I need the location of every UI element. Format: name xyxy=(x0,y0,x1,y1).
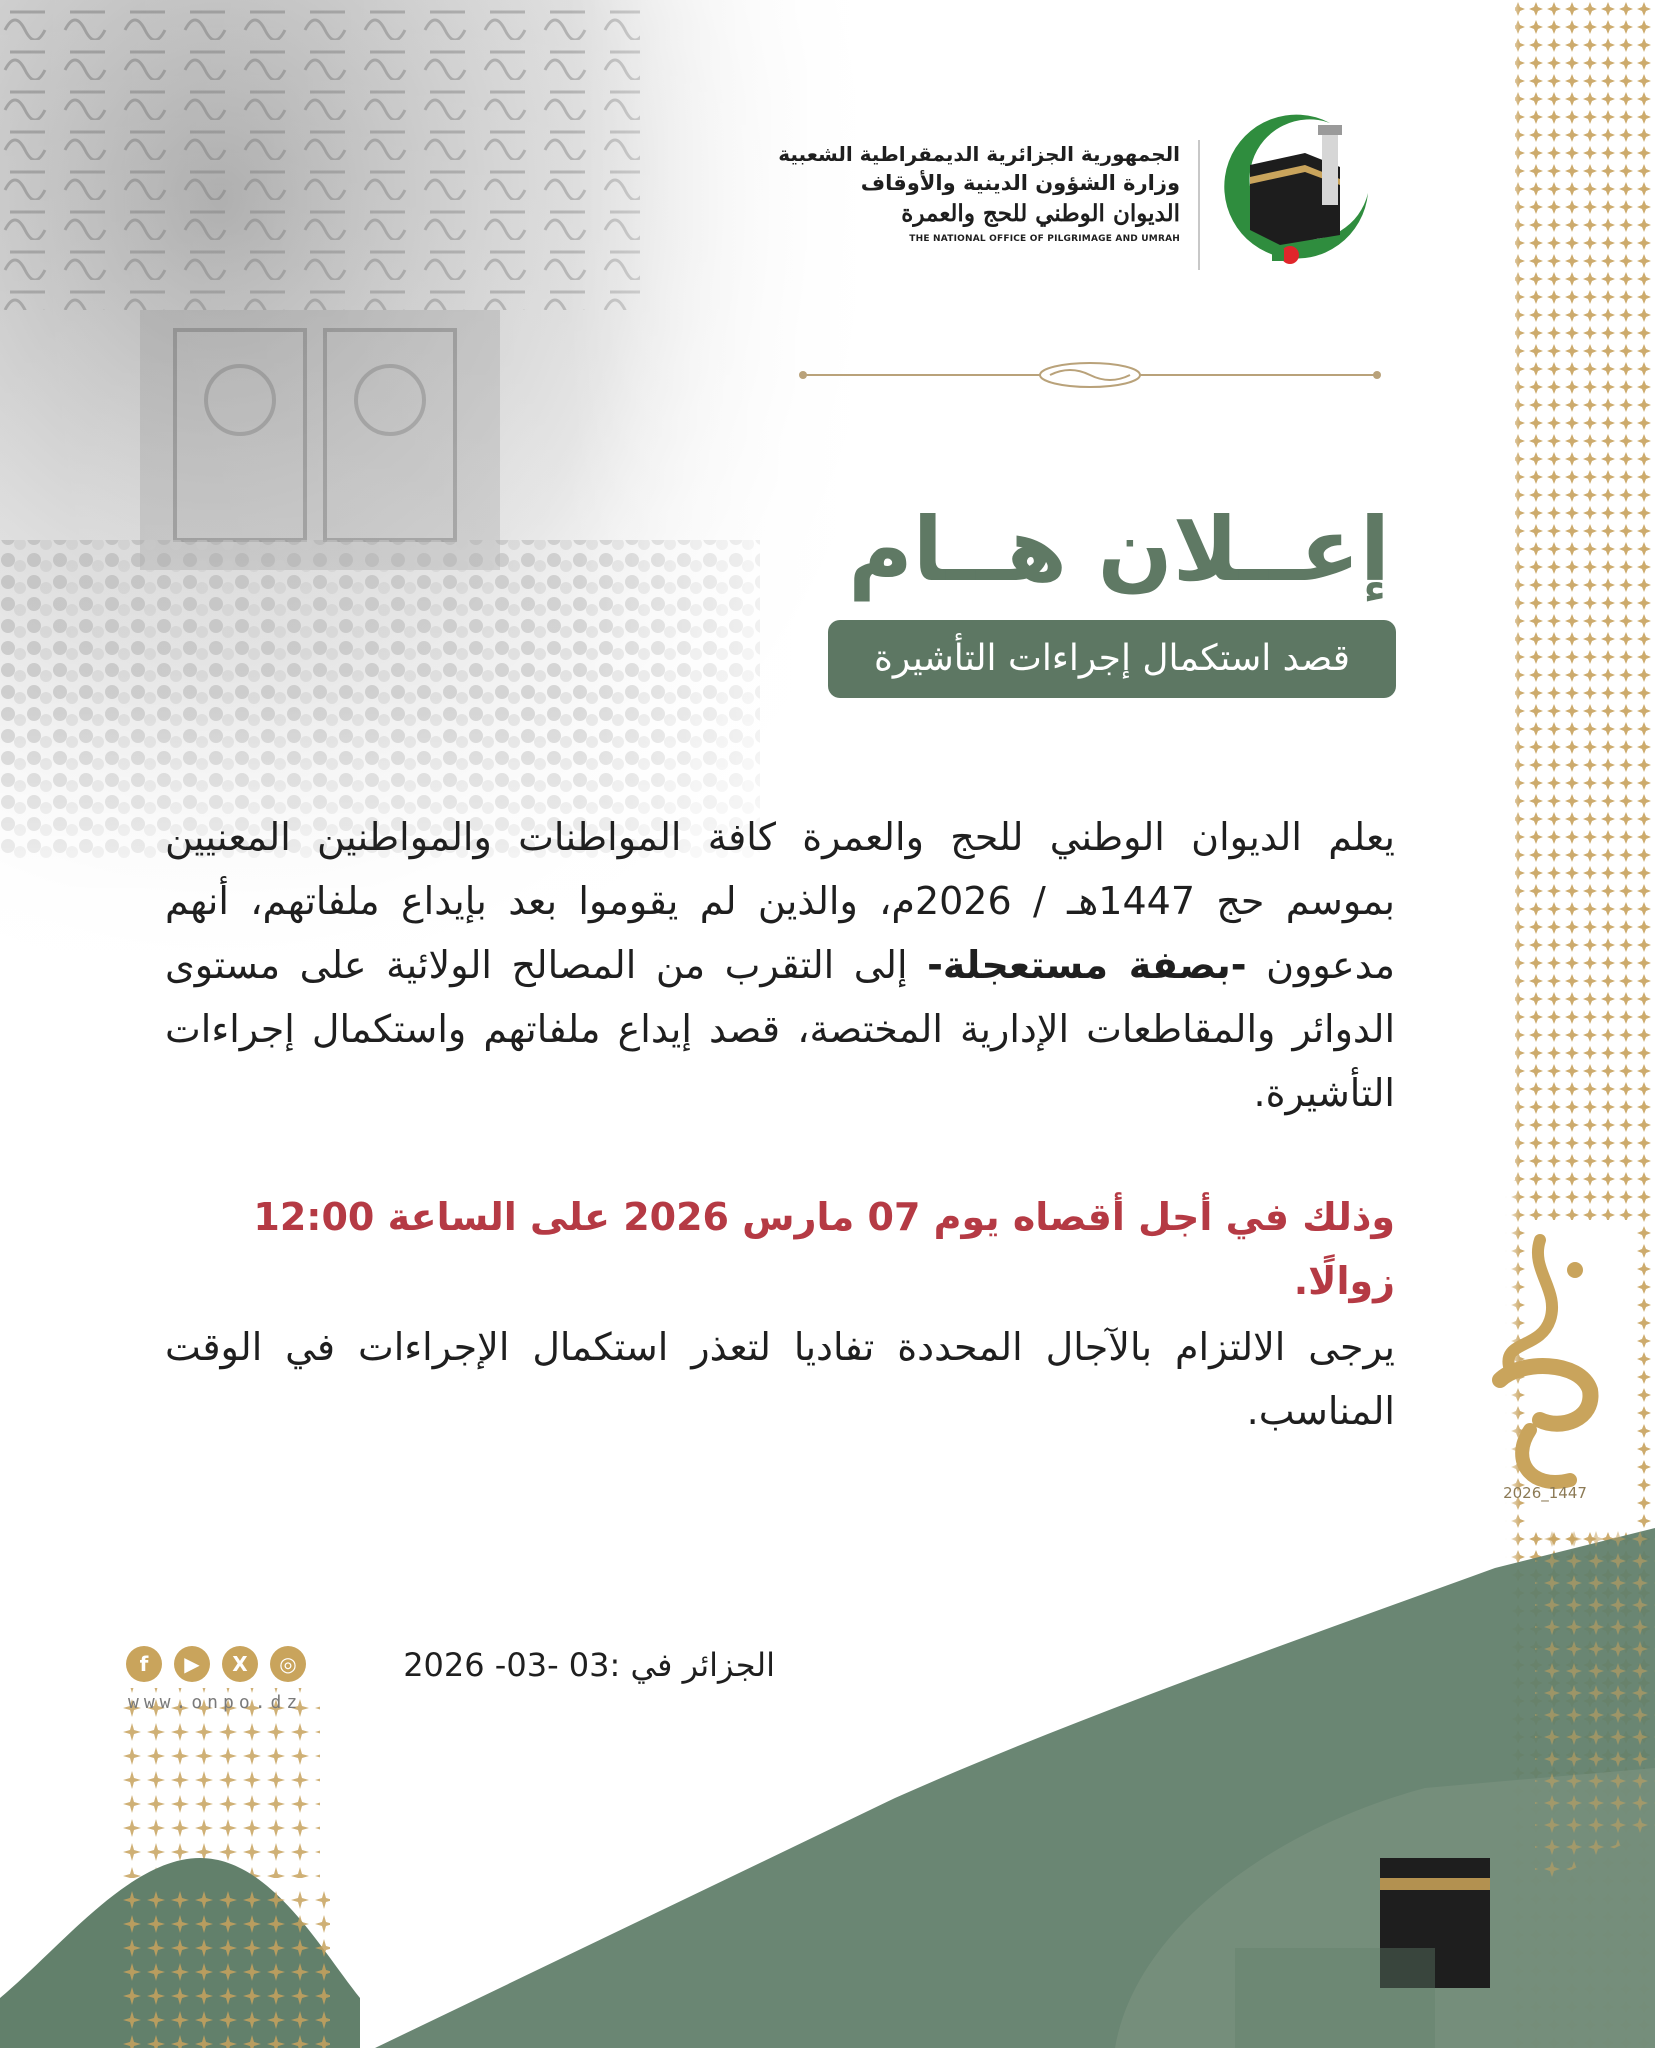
announcement-subtitle: قصد استكمال إجراءات التأشيرة xyxy=(828,620,1396,698)
office-name-english: THE NATIONAL OFFICE OF PILGRIMAGE AND UMRAH xyxy=(909,234,1180,244)
announcement-title: إعــلان هــام xyxy=(848,498,1390,601)
paragraph-text-end: إلى التقرب من المصالح الولائية على مستوى الدوائر والمقاطعات الإدارية المختصة، قصد إيداع ملفاتهم واستكمال إجراءات التأشيرة. xyxy=(165,943,1395,1115)
instagram-icon[interactable]: ◎ xyxy=(270,1646,306,1682)
ministry-name: وزارة الشؤون الدينية والأوقاف xyxy=(860,171,1180,195)
bottom-green-hill xyxy=(375,1528,1655,2048)
paragraph-text-start: يعلم الديوان الوطني للحج والعمرة كافة المواطنات والمواطنين المعنيين بموسم حج 1447هـ / 2026م، والذين لم يقوموا بعد بإيداع ملفاتهم، أنهم مدعوون xyxy=(165,815,1395,987)
urgent-emphasis: -بصفة مستعجلة- xyxy=(927,943,1247,987)
hajj-calligraphy-logo xyxy=(1470,1230,1610,1520)
onpo-logo-icon xyxy=(1210,105,1380,275)
ministry-header-text xyxy=(778,140,1180,244)
x-icon[interactable]: X xyxy=(222,1646,258,1682)
youtube-icon[interactable]: ▶ xyxy=(174,1646,210,1682)
compliance-reminder: يرجى الالتزام بالآجال المحددة تفاديا لتعذر استكمال الإجراءات في الوقت المناسب. xyxy=(165,1325,1395,1433)
website-link[interactable]: www.onpo.dz xyxy=(128,1692,303,1713)
bottom-left-hill xyxy=(0,1528,360,2048)
ministry-header xyxy=(740,100,1400,290)
hajj-year-label: 2026_1447 xyxy=(1503,1484,1587,1502)
issue-date: الجزائر في :03 -03- 2026 xyxy=(403,1646,775,1684)
deadline-notice: وذلك في أجل أقصاه يوم 07 مارس 2026 على الساعة 12:00 زوالًا. xyxy=(253,1195,1395,1303)
decorative-divider xyxy=(795,355,1385,395)
header-divider xyxy=(1198,140,1200,270)
social-links xyxy=(126,1646,326,1686)
republic-name: الجمهورية الجزائرية الديمقراطية الشعبية xyxy=(778,142,1180,166)
office-name: الديوان الوطني للحج والعمرة xyxy=(901,200,1180,227)
facebook-icon[interactable]: f xyxy=(126,1646,162,1682)
announcement-paragraph xyxy=(165,805,1395,1125)
